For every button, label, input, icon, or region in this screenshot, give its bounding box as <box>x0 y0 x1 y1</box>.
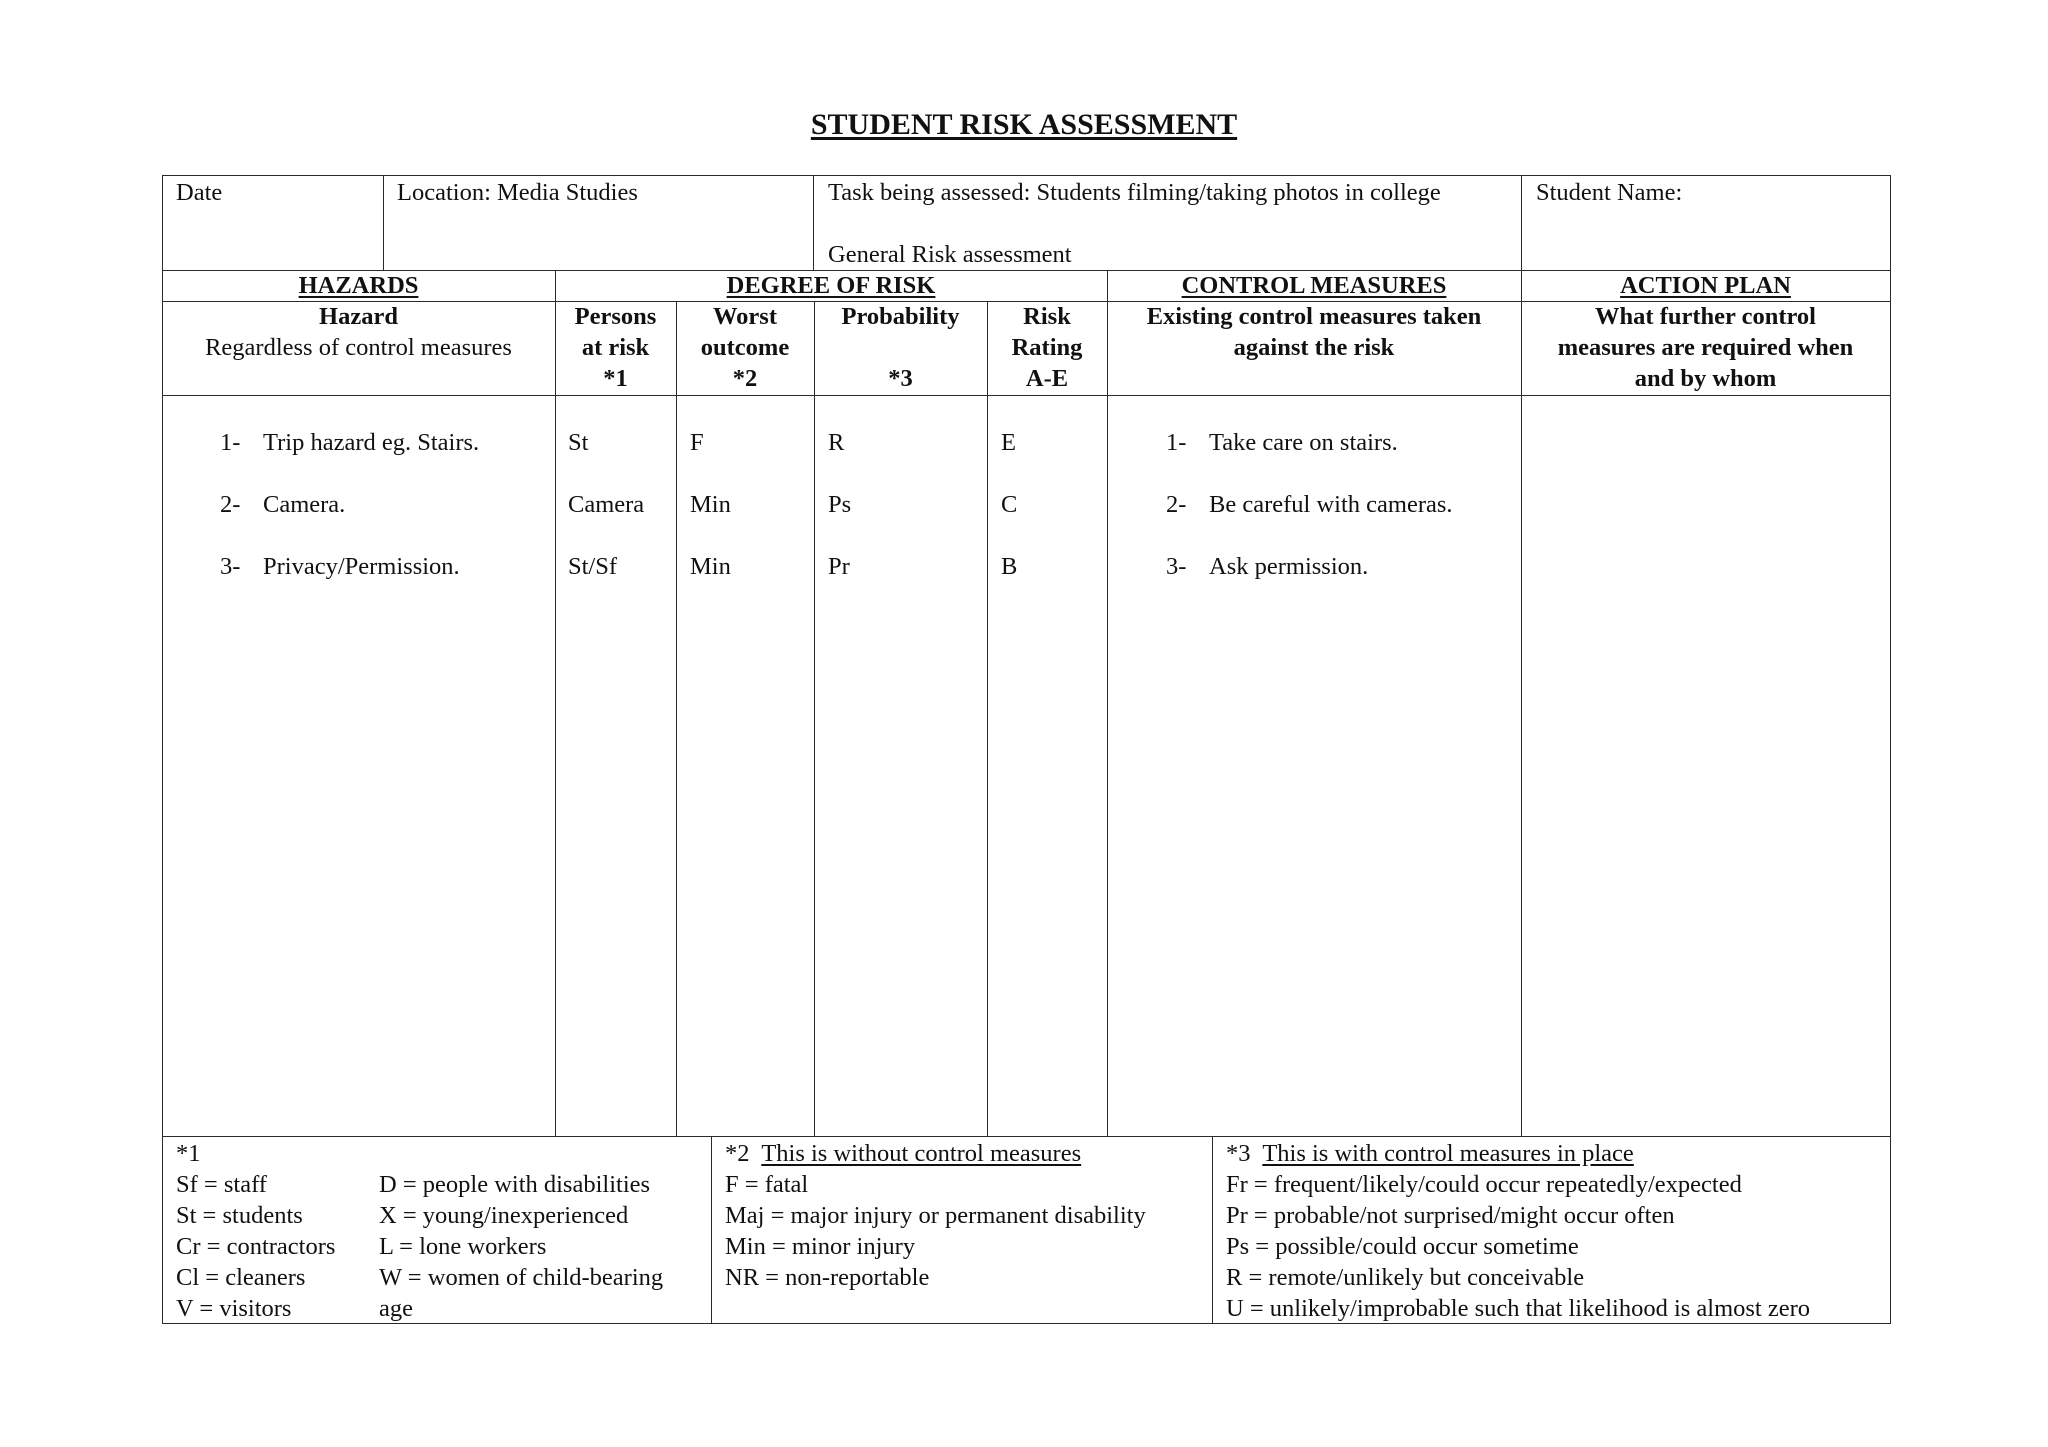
column-header-existing-controls: Existing control measures taken against the risk <box>1146 303 1482 361</box>
legend-item: age <box>379 1295 413 1322</box>
hazard-description: Trip hazard eg. Stairs. <box>263 429 480 456</box>
control-number: 2- <box>1166 491 1187 518</box>
probability: Pr <box>828 553 850 580</box>
legend-item: NR = non-reportable <box>725 1264 930 1291</box>
legend-item: V = visitors <box>176 1295 292 1322</box>
legend-probability-list <box>1226 1169 1810 1324</box>
date-label: Date <box>176 179 223 206</box>
section-control-measures: CONTROL MEASURES <box>1181 272 1447 299</box>
worst-outcome: Min <box>690 491 731 518</box>
legend-item: X = young/inexperienced <box>379 1202 629 1229</box>
legend-item: F = fatal <box>725 1171 809 1198</box>
legend-item: L = lone workers <box>379 1233 547 1260</box>
control-measure: Take care on stairs. <box>1209 429 1398 456</box>
control-measure: Be careful with cameras. <box>1209 491 1453 518</box>
legend-outcome-number: *2 <box>725 1140 750 1167</box>
legend-item: R = remote/unlikely but conceivable <box>1226 1264 1585 1291</box>
legend-outcome-list <box>725 1169 1146 1293</box>
persons-at-risk: Camera <box>568 491 645 518</box>
legend-item: Maj = major injury or permanent disability <box>725 1202 1146 1229</box>
legend-item: Pr = probable/not surprised/might occur often <box>1226 1202 1675 1229</box>
legend-probability-heading <box>1226 1138 1634 1169</box>
table-border-right <box>1890 175 1891 1324</box>
table-rule <box>162 395 1891 396</box>
legend-item: Fr = frequent/likely/could occur repeatedly/expected <box>1226 1171 1742 1198</box>
control-number: 1- <box>1166 429 1187 456</box>
legend-probability-number: *3 <box>1226 1140 1251 1167</box>
legend-item: Cl = cleaners <box>176 1264 306 1291</box>
column-header-further-controls: What further control measures are required when and by whom <box>1557 303 1854 392</box>
control-measure: Ask permission. <box>1209 553 1369 580</box>
column-header-worst-outcome: Worst outcome *2 <box>700 303 790 392</box>
legend-item: D = people with disabilities <box>379 1171 651 1198</box>
column-header-risk-rating: Risk Rating A-E <box>1011 303 1083 392</box>
hazard-description: Privacy/Permission. <box>263 553 460 580</box>
location-label: Location: Media Studies <box>397 179 638 206</box>
risk-rating: B <box>1001 553 1018 580</box>
section-degree-of-risk: DEGREE OF RISK <box>726 272 936 299</box>
persons-at-risk: St <box>568 429 589 456</box>
table-rule <box>711 1136 712 1324</box>
student-name-label: Student Name: <box>1536 179 1683 206</box>
legend-persons-heading: *1 <box>176 1140 201 1167</box>
table-rule <box>987 301 988 1136</box>
legend-item: W = women of child-bearing <box>379 1264 664 1291</box>
hazard-number: 2- <box>220 491 241 518</box>
legend-item: U = unlikely/improbable such that likelihood is almost zero <box>1226 1295 1811 1322</box>
legend-outcome-heading <box>725 1138 1081 1169</box>
legend-persons-left <box>176 1169 335 1324</box>
legend-item: Ps = possible/could occur sometime <box>1226 1233 1579 1260</box>
table-rule <box>676 301 677 1136</box>
hazard-number: 3- <box>220 553 241 580</box>
column-header-hazard: Hazard <box>319 303 398 330</box>
legend-outcome-title: This is without control measures <box>761 1140 1082 1167</box>
section-hazards: HAZARDS <box>298 272 419 299</box>
task-subtitle: General Risk assessment <box>828 241 1072 268</box>
section-action-plan: ACTION PLAN <box>1620 272 1791 299</box>
column-header-probability: Probability *3 <box>841 303 960 392</box>
legend-probability-title: This is with control measures in place <box>1262 1140 1634 1167</box>
worst-outcome: Min <box>690 553 731 580</box>
persons-at-risk: St/Sf <box>568 553 618 580</box>
worst-outcome: F <box>690 429 704 456</box>
table-rule <box>814 301 815 1136</box>
column-header-hazard-subtitle: Regardless of control measures <box>205 334 512 361</box>
risk-rating: C <box>1001 491 1018 518</box>
control-number: 3- <box>1166 553 1187 580</box>
table-rule <box>1107 270 1108 1136</box>
legend-item: St = students <box>176 1202 303 1229</box>
probability: R <box>828 429 845 456</box>
table-rule <box>1212 1136 1213 1324</box>
legend-persons-right <box>379 1169 663 1324</box>
page-title: STUDENT RISK ASSESSMENT <box>810 108 1238 141</box>
hazard-description: Camera. <box>263 491 346 518</box>
task-label: Task being assessed: Students filming/taking photos in college <box>828 179 1441 206</box>
table-rule <box>813 175 814 271</box>
legend-item: Sf = staff <box>176 1171 267 1198</box>
legend-item: Cr = contractors <box>176 1233 336 1260</box>
table-rule <box>555 270 556 1136</box>
probability: Ps <box>828 491 852 518</box>
risk-rating: E <box>1001 429 1016 456</box>
hazard-number: 1- <box>220 429 241 456</box>
column-header-persons: Persons at risk *1 <box>574 303 657 392</box>
legend-item: Min = minor injury <box>725 1233 916 1260</box>
table-rule <box>383 175 384 271</box>
